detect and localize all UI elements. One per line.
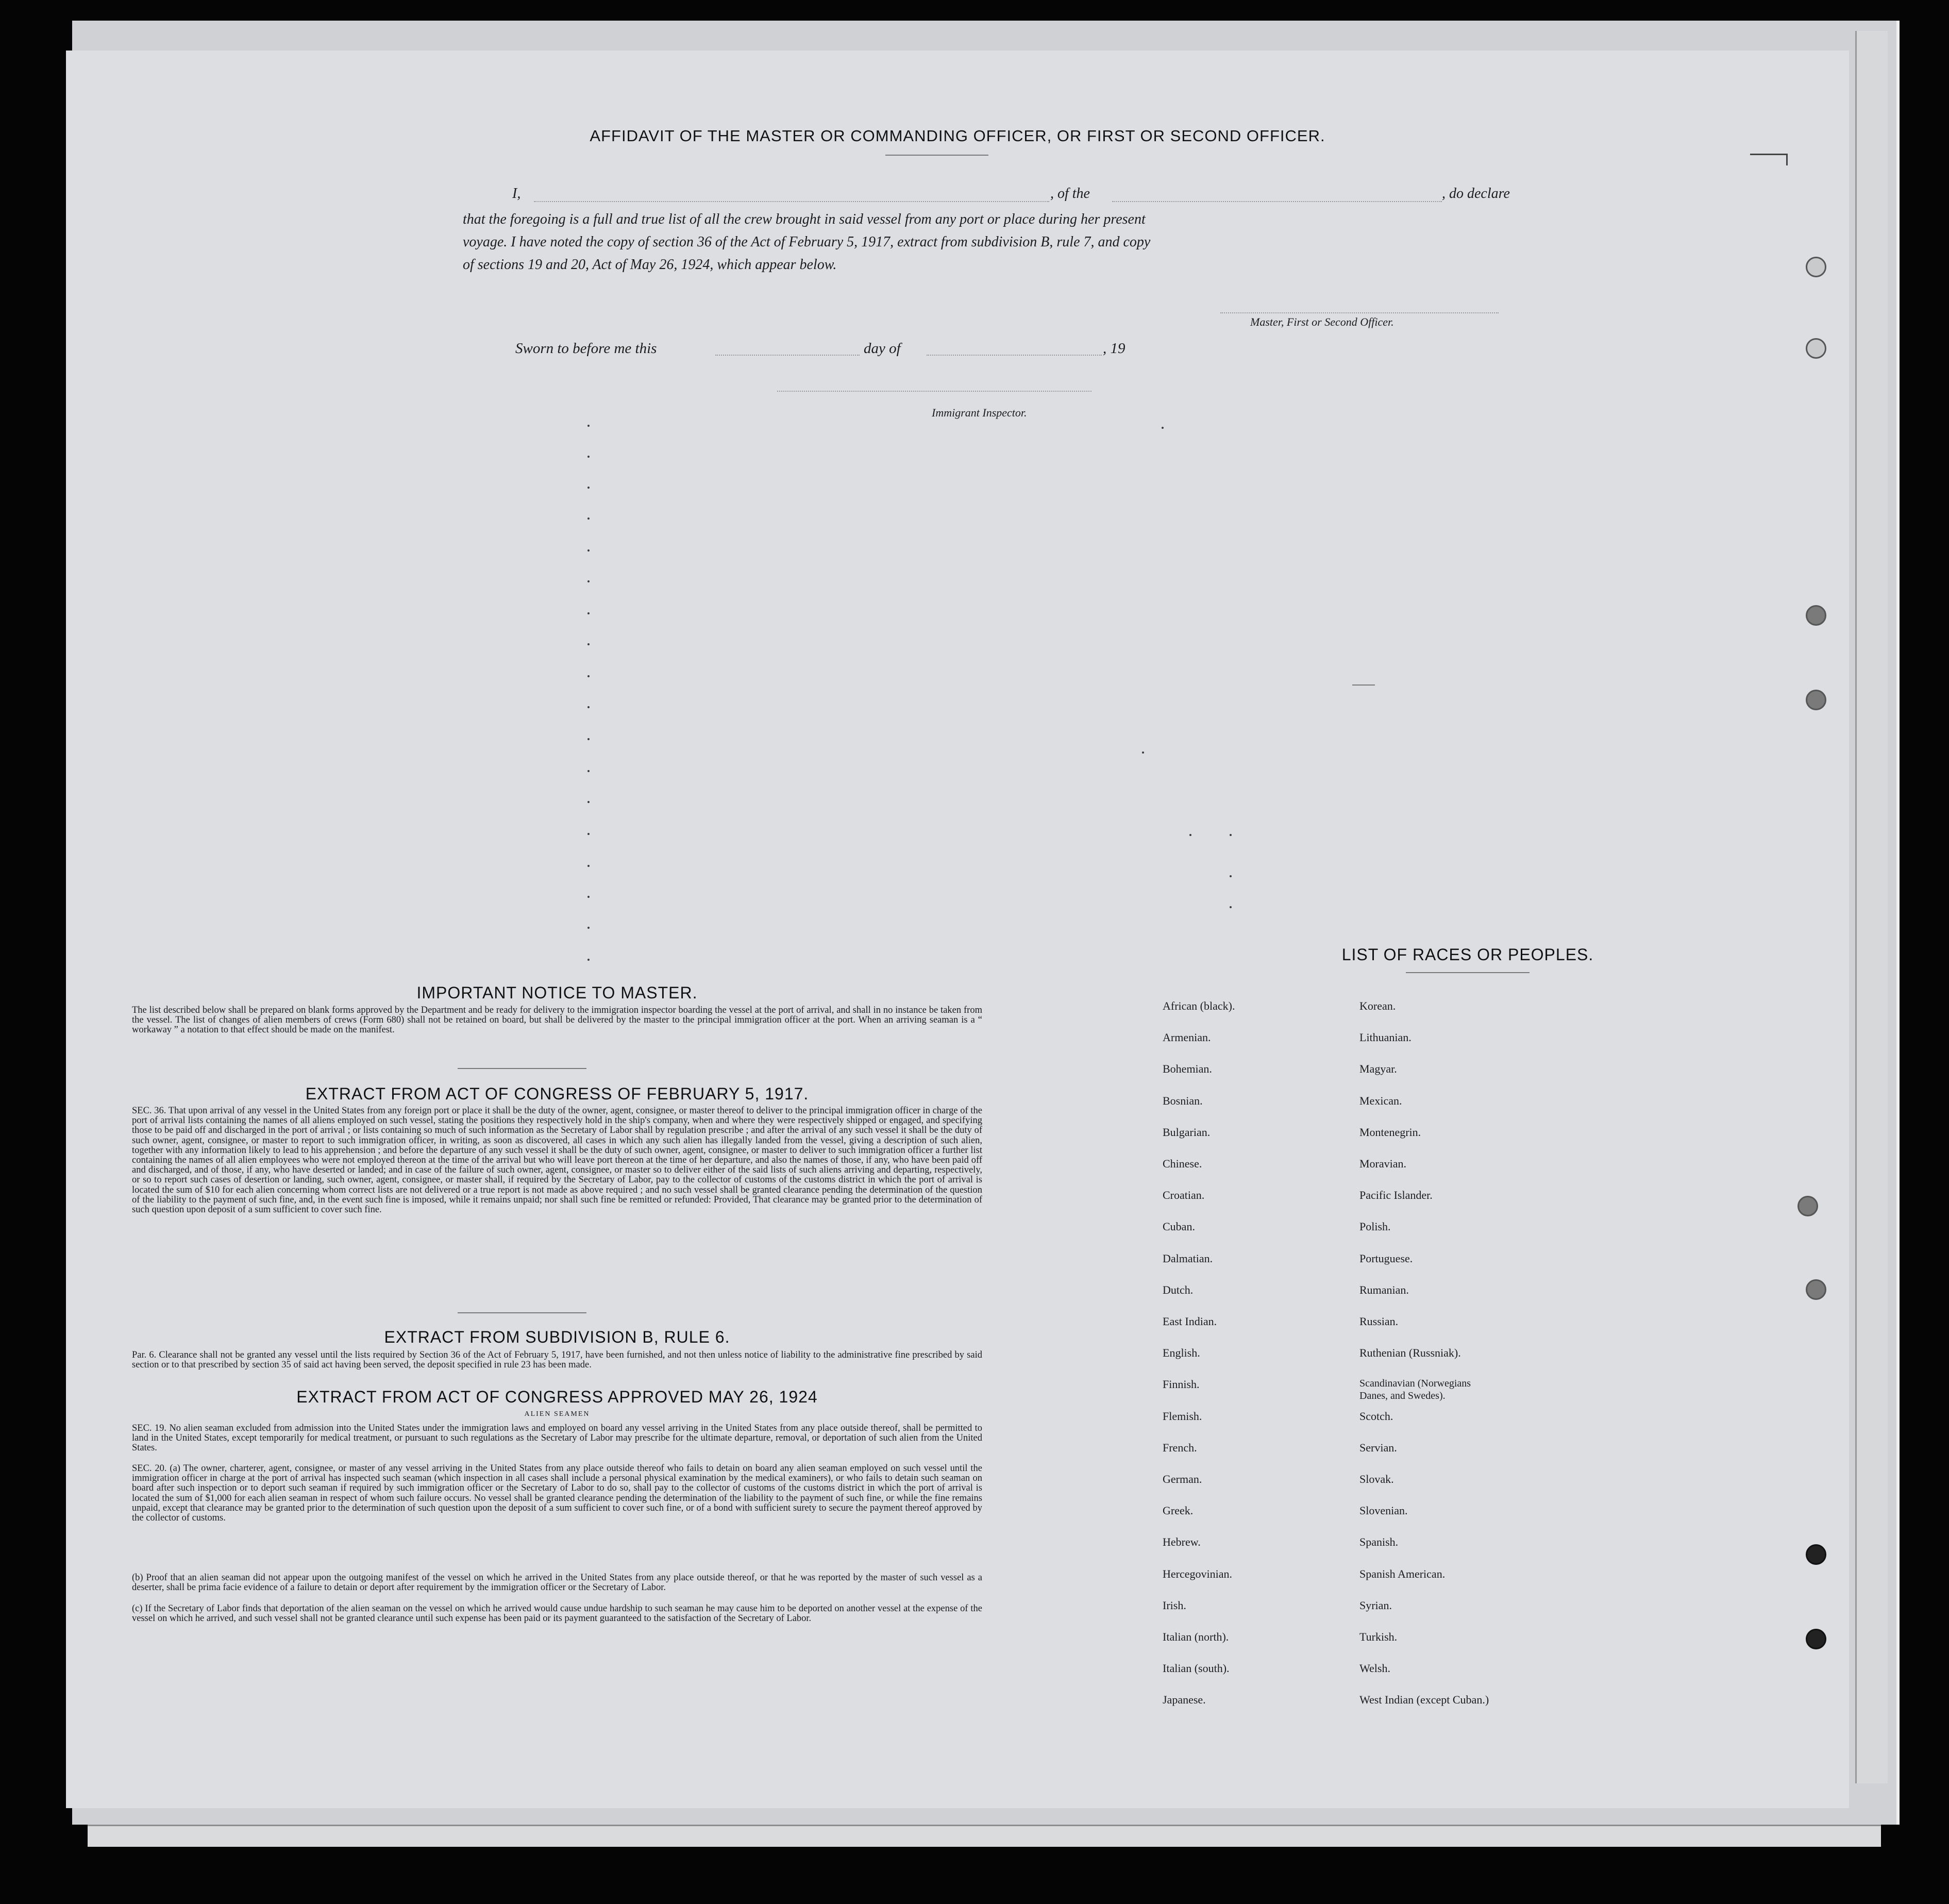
section-rule <box>458 1312 586 1313</box>
subdivision-title: EXTRACT FROM SUBDIVISION B, RULE 6. <box>384 1328 730 1346</box>
ink-speck <box>587 487 590 489</box>
race-item: Italian (north). <box>1163 1630 1229 1643</box>
inspector-blank <box>777 391 1091 392</box>
ink-speck <box>587 896 590 898</box>
extract-1924-subtitle: ALIEN SEAMEN <box>524 1410 590 1418</box>
ink-speck <box>1162 427 1164 429</box>
section-rule <box>458 1068 586 1069</box>
ink-speck <box>587 927 590 929</box>
race-item: Japanese. <box>1163 1693 1206 1707</box>
sec-19-text: SEC. 19. No alien seaman excluded from admission into the United States under the immigration laws and employed on board any vessel arriving in the United States from any place outside thereof, shall be permitted to land in the United States, except temporarily for medical treatment, or pursuant to such regulations as the Secretary of Labor may prescribe for the ultimate departure, removal, or deportation of such alien from the United States. <box>132 1423 982 1454</box>
race-item: Dalmatian. <box>1163 1251 1213 1265</box>
signature-blank <box>1220 312 1499 313</box>
month-blank <box>927 355 1102 356</box>
race-item: French. <box>1163 1441 1197 1454</box>
race-item: Servian. <box>1359 1441 1397 1454</box>
race-item: Ruthenian (Russniak). <box>1359 1346 1461 1360</box>
extract-1924-title: EXTRACT FROM ACT OF CONGRESS APPROVED MAY 26, 1924 <box>296 1388 818 1406</box>
race-item: African (black). <box>1163 999 1235 1012</box>
race-item: German. <box>1163 1473 1202 1485</box>
ink-speck <box>587 959 590 961</box>
ink-speck <box>587 643 590 645</box>
punch-hole <box>1806 1544 1826 1565</box>
vessel-blank <box>1112 201 1442 202</box>
ink-speck <box>587 425 590 427</box>
race-item: Scotch. <box>1359 1409 1393 1423</box>
race-item: Rumanian. <box>1359 1283 1409 1296</box>
race-item: Croatian. <box>1163 1189 1205 1202</box>
stray-mark <box>1352 684 1375 686</box>
punch-hole <box>1806 690 1826 710</box>
race-item: Pacific Islander. <box>1359 1189 1433 1202</box>
races-title: LIST OF RACES OR PEOPLES. <box>1341 945 1594 964</box>
ink-speck <box>587 612 590 614</box>
punch-hole <box>1806 338 1826 359</box>
race-item: Finnish. <box>1163 1378 1200 1391</box>
race-item: Scandinavian (Norwegians Danes, and Swedes). <box>1359 1378 1471 1402</box>
ink-speck <box>587 580 590 582</box>
inspector-label: Immigrant Inspector. <box>932 406 1027 419</box>
punch-hole <box>1806 1279 1826 1300</box>
sec-20c-text: (c) If the Secretary of Labor finds that deportation of the alien seaman on the vessel on which he arrived would cause undue hardship to such seaman he may cause him to be deported on another vessel at the expense of the vessel on which he arrived, and such vessel shall not be granted clearance until such expense has been paid or its payment guaranteed to the satisfaction of the Secretary of Labor. <box>132 1604 982 1624</box>
document-page <box>66 51 1849 1808</box>
ink-speck <box>1230 875 1232 877</box>
race-item: Spanish American. <box>1359 1567 1446 1580</box>
race-item: Hebrew. <box>1163 1535 1201 1549</box>
race-item: East Indian. <box>1163 1315 1217 1328</box>
race-item: Korean. <box>1359 999 1396 1012</box>
race-item: Hercegovinian. <box>1163 1567 1232 1580</box>
race-item: Magyar. <box>1359 1062 1397 1076</box>
affidavit-of-the: , of the <box>1050 186 1090 202</box>
punch-hole <box>1806 257 1826 277</box>
affidavit-line-1: that the foregoing is a full and true list of all the crew brought in said vessel from any port or place during her present <box>463 211 1146 227</box>
race-item: Bulgarian. <box>1163 1125 1211 1139</box>
race-item: Welsh. <box>1359 1662 1390 1675</box>
race-item: Chinese. <box>1163 1157 1202 1170</box>
affidavit-line-3: of sections 19 and 20, Act of May 26, 1924, which appear below. <box>463 257 837 273</box>
race-item: Portuguese. <box>1359 1251 1413 1265</box>
race-item: Polish. <box>1359 1220 1391 1233</box>
ink-speck <box>587 865 590 867</box>
extract-1917-text: SEC. 36. That upon arrival of any vessel in the United States from any foreign port or place it shall be the duty of the owner, agent, consignee, or master thereof to deliver to the principal immigration officer in charge of the port of arrival lists containing the names of all aliens employed on such vessel, stating the positions they respectively hold in the ship's company, when and where they were respectively shipped or engaged, and specifying those to be paid off and discharged in the port of arrival ; or lists containing so much of such information as the Secretary of Labor shall by regulation prescribe ; and after the arrival of any such vessel it shall be the duty of such owner, agent, consignee, or master to report to such immigration officer, in writing, as soon as discovered, all cases in which any such alien has illegally landed from the vessel, giving a description of such alien, together with any information likely to lead to his apprehension ; and before the departure of any such vessel it shall be the duty of such owner, agent, consignee, or master to deliver to such immigration officer a further list containing the names of all alien employees who were not employed thereon at the time of the arrival but who will leave port thereon at the time of her departure, and also the names of those, if any, who have been paid off and discharged, and of those, if any, who have deserted or landed; and in case of the failure of such owner, agent, consignee, or master so to deliver either of the said lists of such aliens arriving and departing, respectively, or so to report such cases of desertion or landing, such owner, agent, consignee, or master shall, if required by the Secretary of Labor, pay to the collector of customs of the customs district in which the port of arrival is located the sum of $10 for each alien concerning whom correct lists are not delivered or a true report is not made as above required ; and no such vessel shall be granted clearance pending the determination of the question of the liability to the payment of such fine, and, in the event such fine is imposed, while it remains unpaid; nor shall such fine be remitted or refunded: Provided, That clearance may be granted prior to the determination of such question upon deposit of a sum sufficient to cover such fine. <box>132 1106 982 1215</box>
race-item: Dutch. <box>1163 1283 1194 1296</box>
punch-hole <box>1806 605 1826 626</box>
ink-speck <box>587 770 590 772</box>
ink-speck <box>587 456 590 458</box>
race-item: Flemish. <box>1163 1409 1202 1423</box>
ink-speck <box>1230 834 1232 836</box>
year-text: , 19 <box>1103 340 1125 357</box>
race-item: Bohemian. <box>1163 1062 1212 1076</box>
race-item: Turkish. <box>1359 1630 1398 1643</box>
notice-title: IMPORTANT NOTICE TO MASTER. <box>416 983 698 1002</box>
affidavit-title: AFFIDAVIT OF THE MASTER OR COMMANDING OFFICER, OR FIRST OR SECOND OFFICER. <box>590 127 1325 145</box>
affidavit-line-2: voyage. I have noted the copy of section 36 of the Act of February 5, 1917, extract from subdivision B, rule 7, and copy <box>463 234 1151 250</box>
race-item: Montenegrin. <box>1359 1125 1421 1139</box>
race-item: West Indian (except Cuban.) <box>1359 1693 1489 1707</box>
ink-speck <box>587 517 590 520</box>
race-item: Slovak. <box>1359 1473 1394 1485</box>
sec-20a-text: SEC. 20. (a) The owner, charterer, agent, consignee, or master of any vessel arriving in the United States from any place outside thereof who fails to detain on board any alien seaman employed on such vessel until the immigration officer in charge at the port of arrival has inspected such seaman (which inspection in all cases shall include a personal physical examination by the medical examiners), or who fails to detain such seaman on board after such inspection or to deport such seaman if required by such immigration officer or the Secretary of Labor to do so, shall pay to the collector of customs of the customs district in which the port of arrival is located the sum of $1,000 for each alien seaman in respect of whom such failure occurs. No vessel shall be granted clearance pending the determination of the liability to the payment of such fine, or while the fine remains unpaid, except that clearance may be granted prior to the determination of such question upon the deposit of a sum sufficient to cover such fine, or of a bond with sufficient surety to secure the payment thereof approved by the collector of customs. <box>132 1463 982 1524</box>
master-label: Master, First or Second Officer. <box>1250 315 1394 328</box>
ink-speck <box>587 801 590 803</box>
race-item: Italian (south). <box>1163 1662 1230 1675</box>
race-item: Syrian. <box>1359 1598 1392 1612</box>
race-item: Cuban. <box>1163 1220 1195 1233</box>
sworn-text: Sworn to before me this <box>515 340 657 357</box>
title-rule <box>885 155 988 156</box>
race-item: Russian. <box>1359 1315 1399 1328</box>
corner-mark <box>1750 154 1788 165</box>
ink-speck <box>587 549 590 552</box>
notice-text: The list described below shall be prepared on blank forms approved by the Department and be ready for delivery to the immigration inspector boarding the vessel at the port of arrival, and shall in no instance be taken from the vessel. The list of changes of alien members of crews (Form 680) shall not be retained on board, but shall be delivered by the master to the principal immigration officer at the port. When an arriving seaman is a “ workaway ” a notation to that effect should be made on the manifest. <box>132 1005 982 1035</box>
race-item: Moravian. <box>1359 1157 1407 1170</box>
race-item: Mexican. <box>1359 1094 1402 1107</box>
punch-hole <box>1797 1196 1818 1216</box>
ink-speck <box>1189 834 1191 836</box>
race-item: Lithuanian. <box>1359 1031 1412 1044</box>
name-blank <box>534 201 1049 202</box>
race-item: English. <box>1163 1346 1200 1360</box>
race-item: Irish. <box>1163 1598 1186 1612</box>
punch-hole <box>1806 1629 1826 1649</box>
race-item: Spanish. <box>1359 1535 1399 1549</box>
ink-speck <box>587 706 590 708</box>
binding-strip <box>88 1825 1881 1847</box>
extract-1917-title: EXTRACT FROM ACT OF CONGRESS OF FEBRUARY 5, 1917. <box>305 1084 809 1103</box>
underlying-sheet-edge <box>1855 31 1888 1783</box>
race-item: Armenian. <box>1163 1031 1211 1044</box>
race-item: Greek. <box>1163 1504 1194 1517</box>
day-blank <box>715 355 860 356</box>
subdivision-text: Par. 6. Clearance shall not be granted any vessel until the lists required by Section 36 of the Act of February 5, 1917, have been furnished, and not then unless notice of liability to the administrative fine prescribed by said section or to that prescribed by section 35 of said act having been served, the deposit specified in rule 23 has been made. <box>132 1350 982 1371</box>
affidavit-i: I, <box>512 186 521 202</box>
sec-20b-text: (b) Proof that an alien seaman did not appear upon the outgoing manifest of the vessel on which he arrived in the United States from any place outside thereof, or that he was reported by the master of such vessel as a deserter, shall be prima facie evidence of a failure to detain or deport after requirement by the immigration officer or the Secretary of Labor. <box>132 1573 982 1593</box>
ink-speck <box>1142 751 1144 754</box>
ink-speck <box>587 833 590 835</box>
affidavit-do-declare: , do declare <box>1442 186 1510 202</box>
ink-speck <box>587 738 590 740</box>
ink-speck <box>1230 906 1232 908</box>
day-of-text: day of <box>864 340 901 357</box>
race-item: Bosnian. <box>1163 1094 1203 1107</box>
ink-speck <box>587 675 590 677</box>
race-item: Slovenian. <box>1359 1504 1408 1517</box>
races-rule <box>1406 972 1530 973</box>
